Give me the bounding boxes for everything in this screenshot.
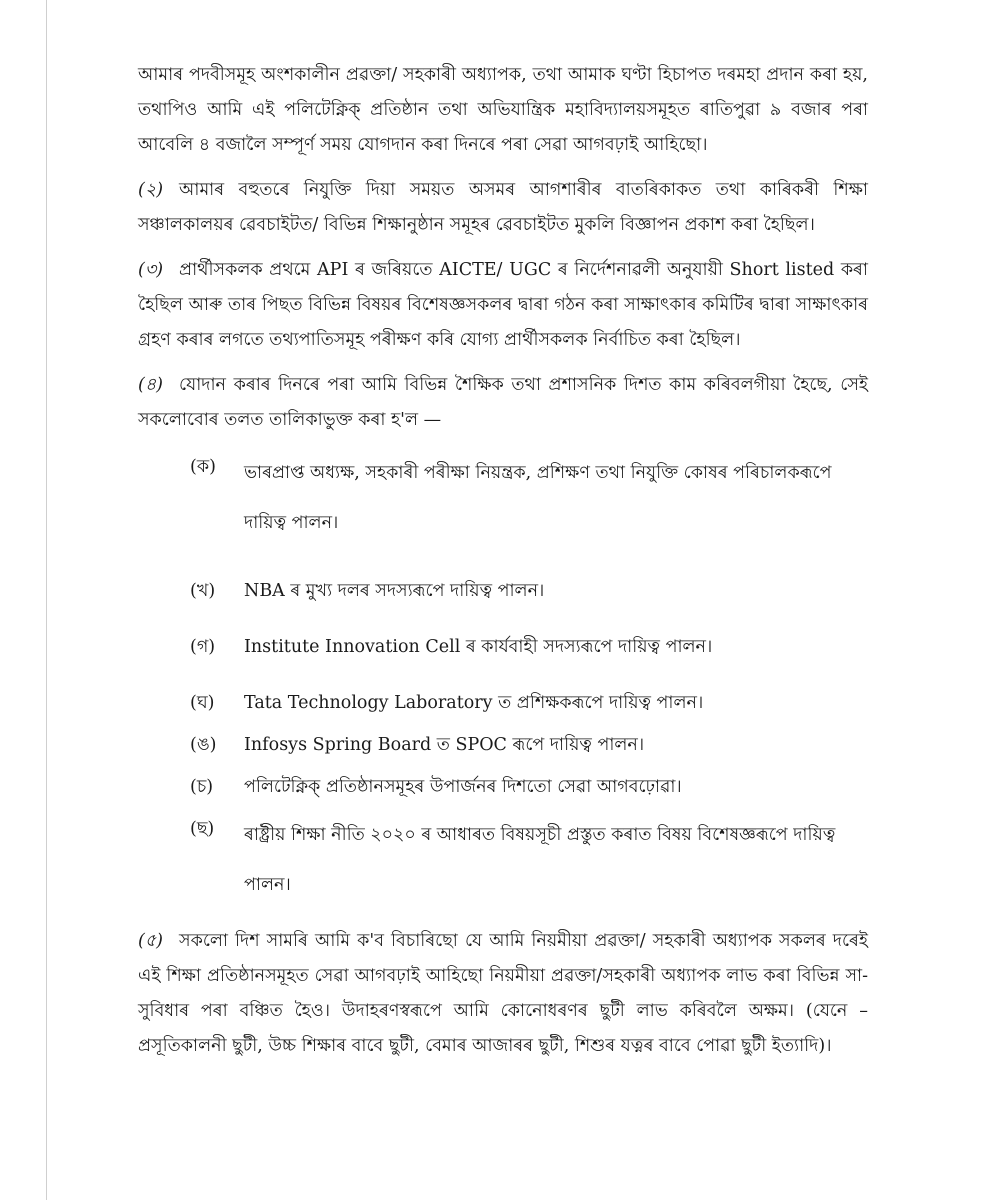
list-item-text: Tata Technology Laboratory ত প্ৰশিক্ষকৰূপে দায়িত্ব পালন। bbox=[244, 693, 704, 713]
list-item bbox=[190, 810, 868, 910]
list-item bbox=[190, 628, 868, 666]
list-marker: (খ) bbox=[190, 581, 216, 601]
point-4 bbox=[138, 368, 868, 438]
point-text: সকলো দিশ সামৰি আমি ক'ব বিচাৰিছো যে আমি নিয়মীয়া প্ৰৱক্তা/ সহকাৰী অধ্যাপক সকলৰ দৰেই এই শিক্ষা প্ৰতিষ্ঠানসমূহত সেৱা আগবঢ়াই আহিছো নিয়মীয়া প্ৰৱক্তা/সহকাৰী অধ্যাপক লাভ কৰা বিভিন্ন সা-সুবিধাৰ পৰা বঞ্চিত হৈও। উদাহৰণস্বৰূপে আমি কোনোধৰণৰ ছুটী লাভ কৰিবলৈ অক্ষম। (যেনে – প্ৰসূতিকালনী ছুটী, উচ্চ শিক্ষাৰ বাবে ছুটী, বেমাৰ আজাৰৰ ছুটী, শিশুৰ যত্নৰ বাবে পোৱা ছুটী ইত্যাদি)। bbox=[138, 931, 868, 1056]
list-item bbox=[190, 448, 868, 548]
list-item bbox=[190, 572, 868, 610]
point-text: প্ৰাৰ্থীসকলক প্ৰথমে API ৰ জৰিয়তে AICTE/ UGC ৰ নিৰ্দেশনাৱলী অনুযায়ী Short listed কৰা হৈছিল আৰু তাৰ পিছত বিভিন্ন বিষয়ৰ বিশেষজ্ঞসকলৰ দ্বাৰা গঠন কৰা সাক্ষাৎকাৰ কমিটিৰ দ্বাৰা সাক্ষাৎকাৰ গ্ৰহণ কৰাৰ লগতে তথ্যপাতিসমূহ পৰীক্ষণ কৰি যোগ্য প্ৰাৰ্থীসকলক নিৰ্বাচিত কৰা হৈছিল। bbox=[138, 260, 868, 350]
point-number: (৪) bbox=[138, 375, 164, 395]
point-text: আমাৰ বহুতৰে নিযুক্তি দিয়া সময়ত অসমৰ আগশাৰীৰ বাতৰিকাকত তথা কাৰিকৰী শিক্ষা সঞ্চালকালয়ৰ ৱেবচাইটত/ বিভিন্ন শিক্ষানুষ্ঠান সমূহৰ ৱেবচাইটত মুকলি বিজ্ঞাপন প্ৰকাশ কৰা হৈছিল। bbox=[138, 180, 868, 235]
point-text: যোদান কৰাৰ দিনৰে পৰা আমি বিভিন্ন শৈক্ষিক তথা প্ৰশাসনিক দিশত কাম কৰিবলগীয়া হৈছে, সেই সকলোবোৰ তলত তালিকাভুক্ত কৰা হ'ল — bbox=[138, 375, 868, 430]
page-edge-line bbox=[46, 0, 47, 1200]
document-body bbox=[138, 58, 868, 1074]
list-item bbox=[190, 726, 868, 764]
point-2 bbox=[138, 173, 868, 243]
point-number: (৩) bbox=[138, 260, 164, 280]
list-marker: (ক) bbox=[190, 457, 216, 477]
list-item-text: Infosys Spring Board ত SPOC ৰূপে দায়িত্ব পালন। bbox=[244, 735, 645, 755]
list-marker: (চ) bbox=[190, 777, 214, 797]
point-number: (২) bbox=[138, 180, 164, 200]
list-item-text: পলিটেক্নিক্ প্ৰতিষ্ঠানসমূহৰ উপাৰ্জনৰ দিশতো সেৱা আগবঢ়োৱা। bbox=[244, 777, 682, 797]
list-item-text: ভাৰপ্ৰাপ্ত অধ্যক্ষ, সহকাৰী পৰীক্ষা নিয়ন্ত্ৰক, প্ৰশিক্ষণ তথা নিযুক্তি কোষৰ পৰিচালকৰূপে দায়িত্ব পালন। bbox=[244, 463, 832, 533]
list-marker: (গ) bbox=[190, 637, 216, 657]
list-item bbox=[190, 768, 868, 806]
list-item bbox=[190, 684, 868, 722]
responsibility-list bbox=[138, 448, 868, 910]
list-marker: (ঙ) bbox=[190, 735, 217, 755]
intro-paragraph: আমাৰ পদবীসমূহ অংশকালীন প্ৰৱক্তা/ সহকাৰী অধ্যাপক, তথা আমাক ঘণ্টা হিচাপত দৰমহা প্ৰদান কৰা হয়, তথাপিও আমি এই পলিটেক্নিক্ প্ৰতিষ্ঠান তথা অভিযান্ত্ৰিক মহাবিদ্যালয়সমূহত ৰাতিপুৱা ৯ বজাৰ পৰা আবেলি ৪ বজালৈ সম্পূৰ্ণ সময় যোগদান কৰা দিনৰে পৰা সেৱা আগবঢ়াই আহিছো। bbox=[138, 65, 868, 155]
list-item-text: Institute Innovation Cell ৰ কাৰ্যবাহী সদস্যৰূপে দায়িত্ব পালন। bbox=[244, 637, 713, 657]
point-5 bbox=[138, 924, 868, 1064]
point-number: (৫) bbox=[138, 931, 164, 951]
point-3 bbox=[138, 253, 868, 358]
list-item-text: ৰাষ্ট্ৰীয় শিক্ষা নীতি ২০২০ ৰ আধাৰত বিষয়সূচী প্ৰস্তুত কৰাত বিষয় বিশেষজ্ঞৰূপে দায়িত্ব পালন। bbox=[244, 825, 836, 895]
list-item-text: NBA ৰ মুখ্য দলৰ সদস্যৰূপে দায়িত্ব পালন। bbox=[244, 581, 545, 601]
list-marker: (ছ) bbox=[190, 819, 215, 839]
list-marker: (ঘ) bbox=[190, 693, 215, 713]
